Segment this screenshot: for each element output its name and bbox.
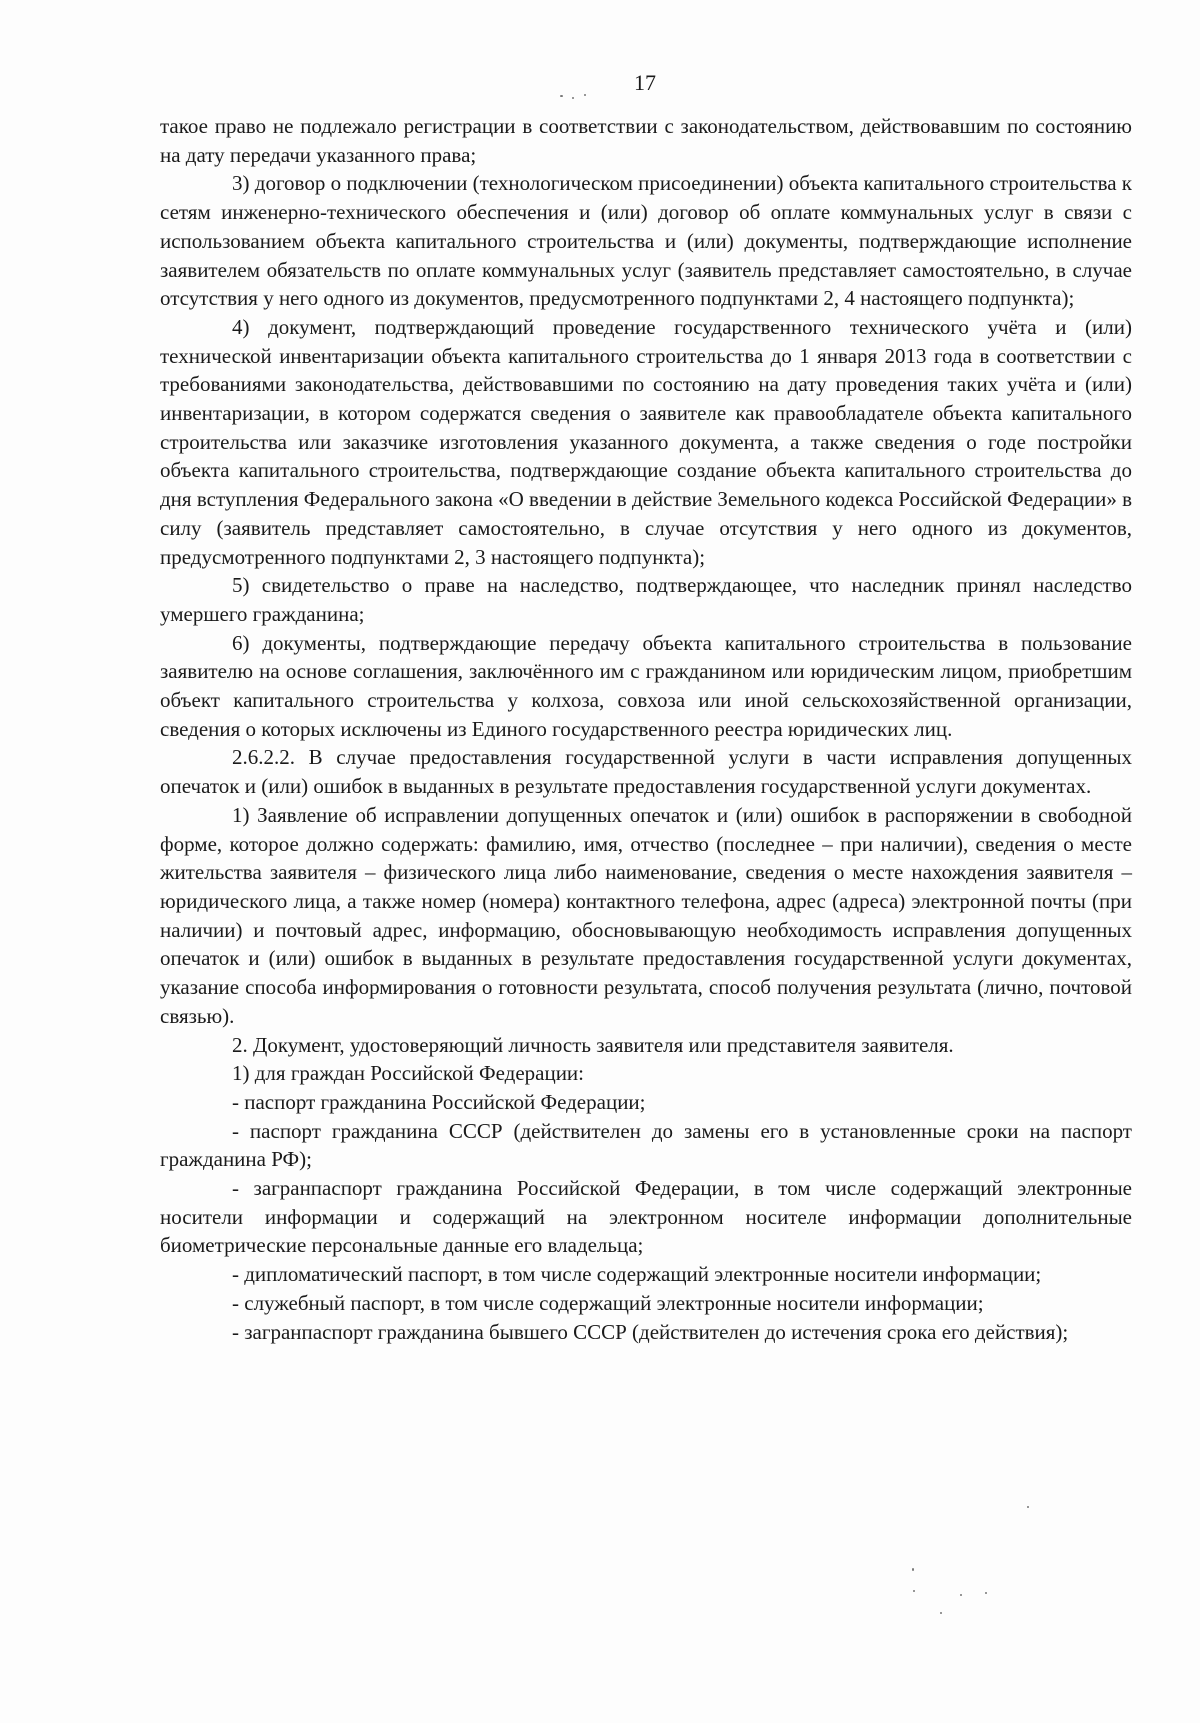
scan-speck (572, 97, 574, 99)
scan-speck (940, 1612, 942, 1614)
paragraph: - дипломатический паспорт, в том числе содержащий электронные носители информации; (232, 1262, 1042, 1287)
scan-speck (560, 95, 563, 97)
scan-speck (1027, 1506, 1029, 1508)
scan-speck (960, 1594, 962, 1596)
scan-speck (584, 94, 586, 96)
paragraph: 6) документы, подтверждающие передачу объекта капитального строительства в пользование заявителю на основе соглашения, заключённого им с гражданином или юридическим лицом, приобретшим объект капитального строительства у колхоза, совхоза или иной сельскохозяйственной организации, сведения о которых исключены из Единого государственного реестра юридических лиц. (160, 630, 1132, 741)
scan-speck (985, 1592, 987, 1594)
paragraph: - паспорт гражданина СССР (действителен до замены его в установленные сроки на паспорт гражданина РФ); (160, 1118, 1132, 1172)
scan-speck (913, 1590, 915, 1592)
page-number: 17 (634, 70, 656, 95)
paragraph: - загранпаспорт гражданина Российской Федерации, в том числе содержащий электронные носители информации и содержащий на электронном носителе информации дополнительные биометрические персональные данные его владельца; (160, 1176, 1132, 1258)
document-body (160, 112, 1132, 1346)
paragraph: - загранпаспорт гражданина бывшего СССР (действителен до истечения срока его действия); (232, 1319, 1069, 1344)
paragraph: 3) договор о подключении (технологическом присоединении) объекта капитального строительства к сетям инженерно-технического обеспечения и (или) договор об оплате коммунальных услуг в связи с использованием объекта капитального строительства и (или) документы, подтверждающие исполнение заявителем обязательств по оплате коммунальных услуг (заявитель представляет самостоятельно, в случае отсутствия у него одного из документов, предусмотренного подпунктами 2, 4 настоящего подпункта); (160, 171, 1132, 311)
paragraph: - служебный паспорт, в том числе содержащий электронные носители информации; (232, 1290, 984, 1315)
paragraph: 1) для граждан Российской Федерации: (232, 1061, 585, 1086)
paragraph: такое право не подлежало регистрации в соответствии с законодательством, действовавшим по состоянию на дату передачи указанного права; (160, 114, 1132, 167)
paragraph: 5) свидетельство о праве на наследство, подтверждающее, что наследник принял наследство умершего гражданина; (160, 573, 1132, 626)
paragraph: - паспорт гражданина Российской Федерации; (232, 1089, 646, 1114)
paragraph: 1) Заявление об исправлении допущенных опечаток и (или) ошибок в распоряжении в свободной форме, которое должно содержать: фамилию, имя, отчество (последнее – при наличии), сведения о месте жительства заявителя – физического лица либо наименование, сведения о месте нахождения заявителя – юридического лица, а также номер (номера) контактного телефона, адрес (адреса) электронной почты (при наличии) и почтовый адрес, информацию, обосновывающую необходимость исправления допущенных опечаток и (или) ошибок в выданных в результате предоставления государственной услуги документах, указание способа информирования о готовности результата, способ получения результата (лично, почтовой связью). (160, 802, 1132, 1028)
paragraph: 2. Документ, удостоверяющий личность заявителя или представителя заявителя. (232, 1032, 954, 1057)
paragraph: 4) документ, подтверждающий проведение государственного технического учёта и (или) технической инвентаризации объекта капитального строительства до 1 января 2013 года в соответствии с требованиями законодательства, действовавшими по состоянию на дату проведения таких учёта и (или) инвентаризации, в котором содержатся сведения о заявителе как правообладателе объекта капитального строительства или заказчике изготовления указанного документа, а также сведения о годе постройки объекта капитального строительства, подтверждающие создание объекта капитального строительства до дня вступления Федерального закона «О введении в действие Земельного кодекса Российской Федерации» в силу (заявитель представляет самостоятельно, в случае отсутствия у него одного из документов, предусмотренного подпунктами 2, 3 настоящего подпункта); (160, 314, 1132, 569)
paragraph: 2.6.2.2. В случае предоставления государственной услуги в части исправления допущенных опечаток и (или) ошибок в выданных в результате предоставления государственной услуги документах. (160, 745, 1132, 799)
scan-speck (912, 1568, 914, 1571)
